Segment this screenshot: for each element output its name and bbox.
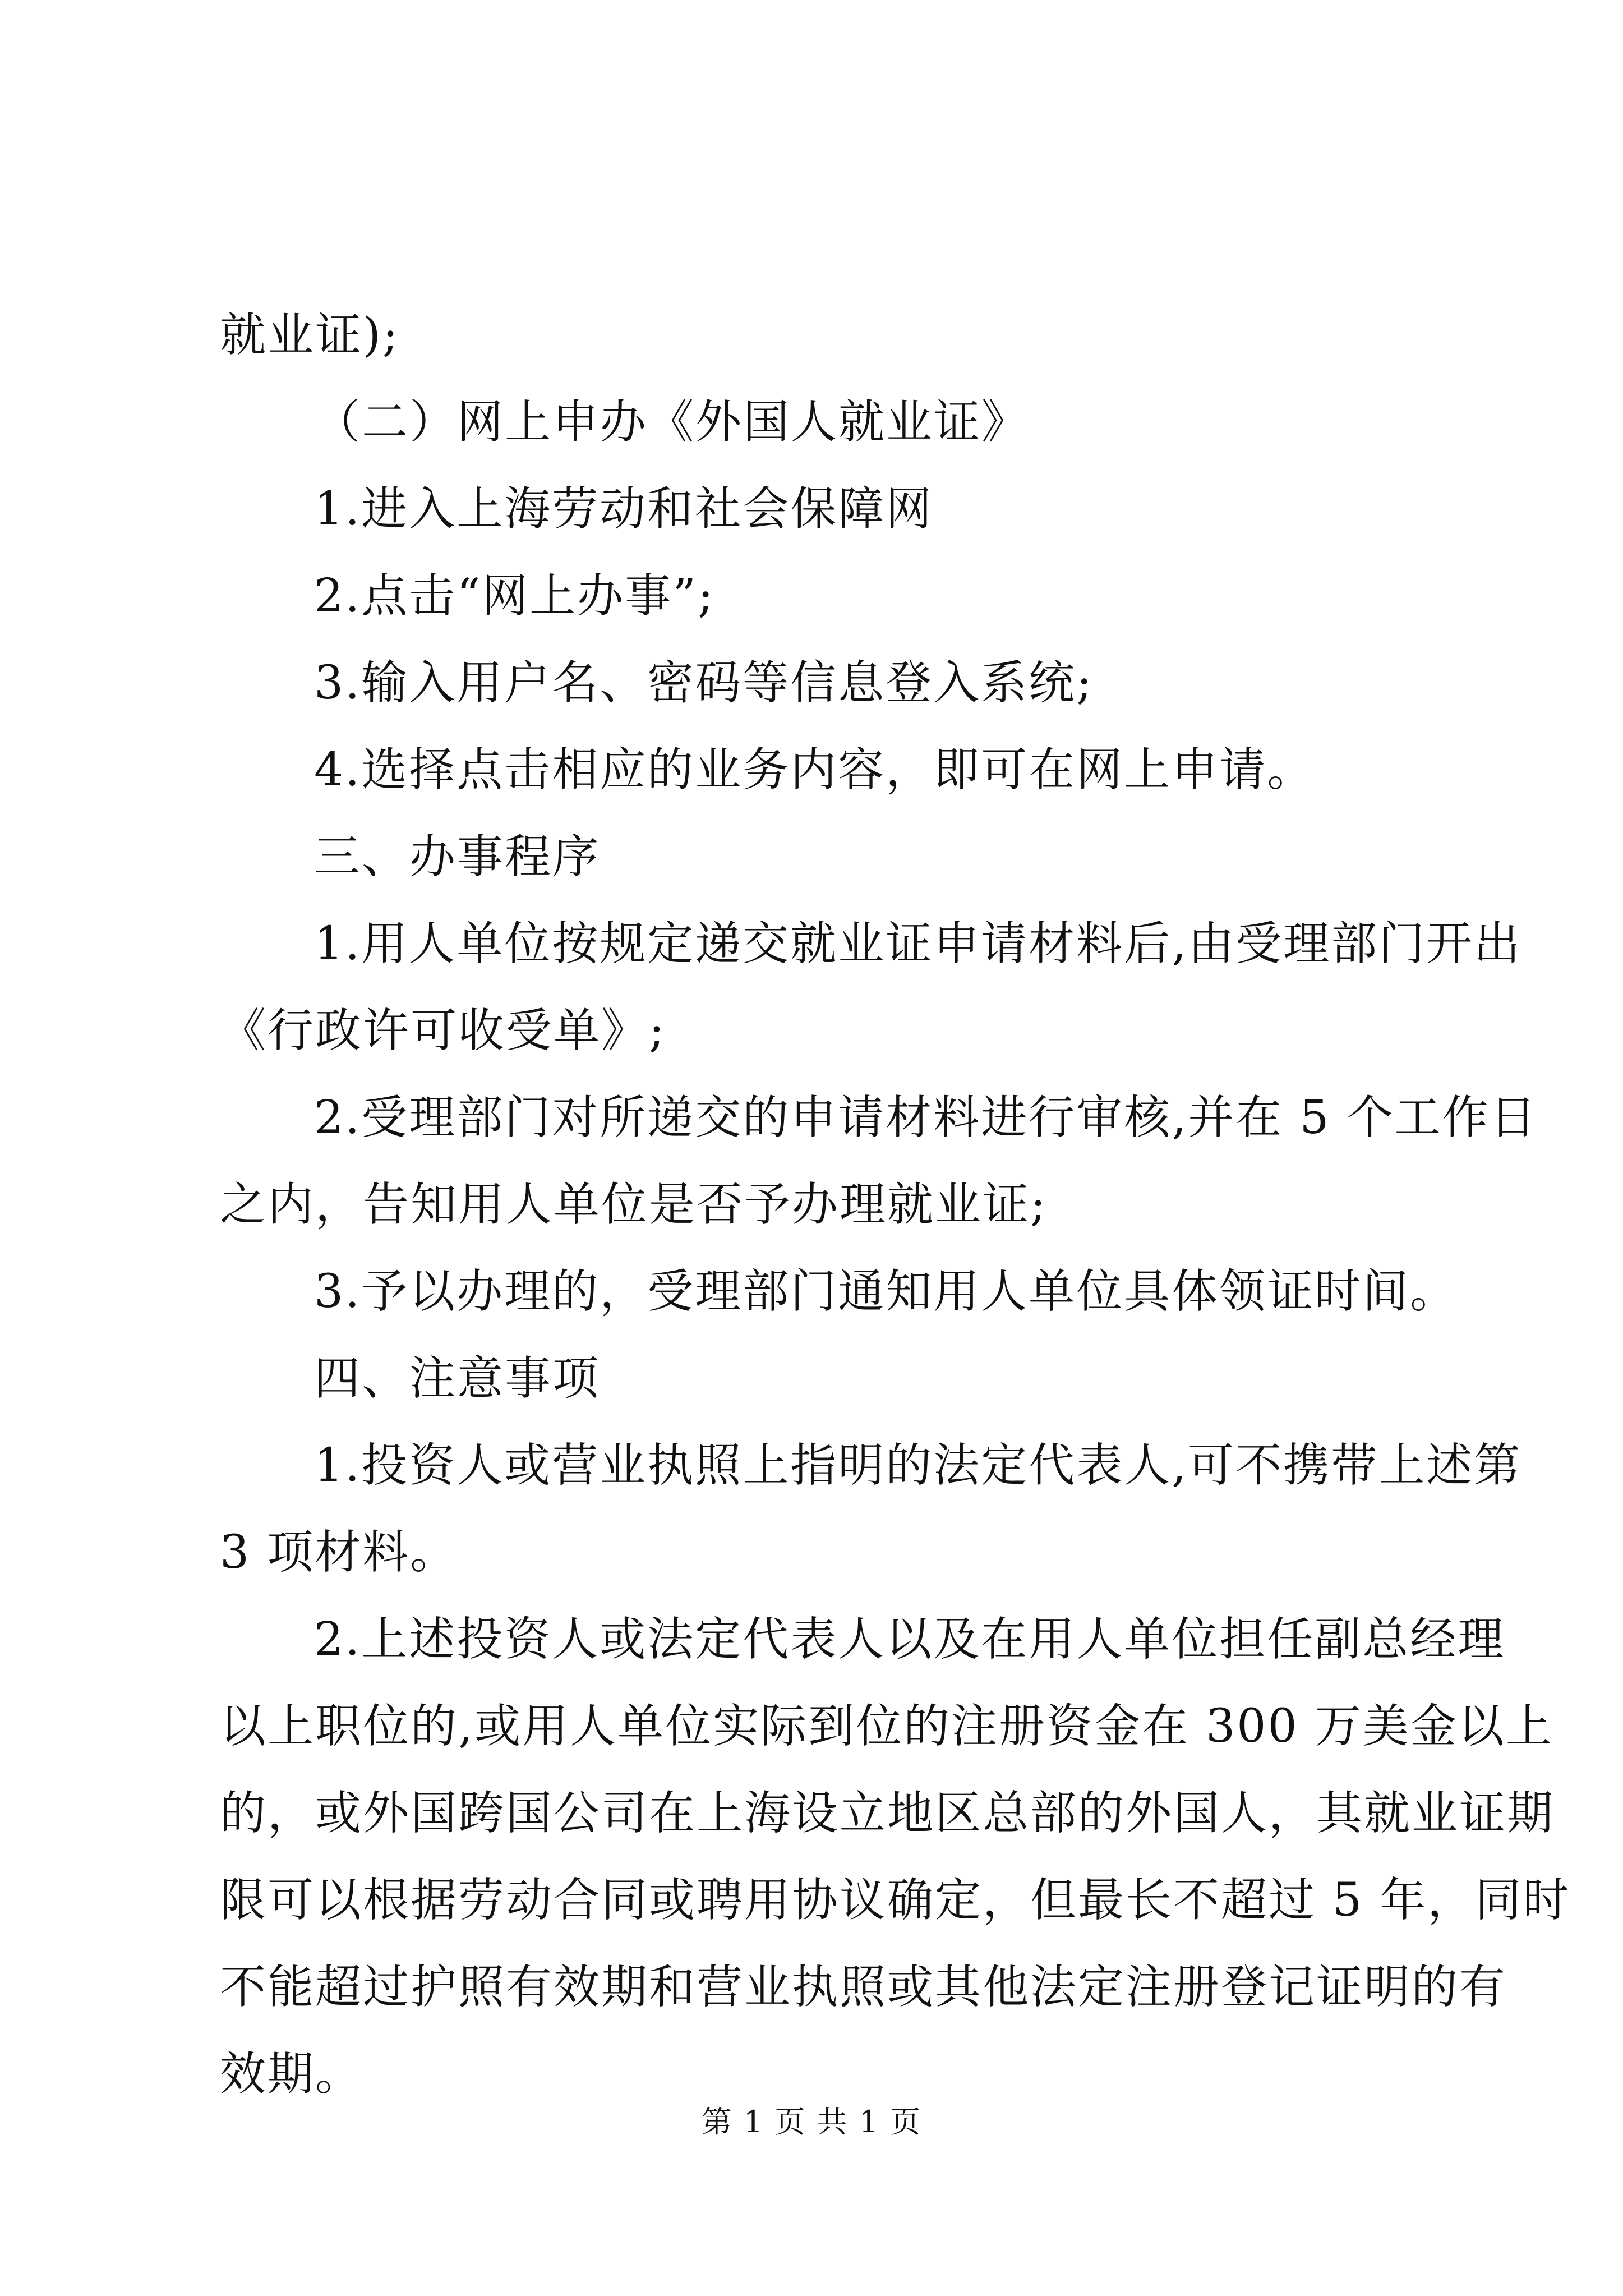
body-line: 4.选择点击相应的业务内容，即可在网上申请。 bbox=[314, 743, 1315, 797]
section-heading: 四、注意事项 bbox=[314, 1352, 601, 1405]
body-line: 3.输入用户名、密码等信息登入系统; bbox=[314, 656, 1094, 710]
body-line: 2.点击“网上办事”; bbox=[314, 569, 715, 623]
body-line: 3 项材料。 bbox=[220, 1526, 458, 1579]
body-line: 2.受理部门对所递交的申请材料进行审核,并在 5 个工作日 bbox=[314, 1091, 1538, 1144]
body-line: 限可以根据劳动合同或聘用协议确定，但最长不超过 5 年，同时 bbox=[220, 1874, 1571, 1927]
body-line: 3.予以办理的，受理部门通知用人单位具体领证时间。 bbox=[314, 1265, 1458, 1318]
section-heading: （二）网上申办《外国人就业证》 bbox=[314, 395, 1030, 449]
body-line: 2.上述投资人或法定代表人以及在用人单位担任副总经理 bbox=[314, 1613, 1506, 1666]
section-heading: 三、办事程序 bbox=[314, 830, 601, 884]
body-line: 《行政许可收受单》; bbox=[220, 1004, 666, 1057]
body-line: 效期。 bbox=[220, 2047, 363, 2101]
body-line: 就业证); bbox=[220, 309, 400, 362]
body-line: 以上职位的,或用人单位实际到位的注册资金在 300 万美金以上 bbox=[220, 1700, 1553, 1753]
page-number-footer: 第 1 页 共 1 页 bbox=[701, 2104, 922, 2139]
document-body bbox=[220, 292, 1571, 2118]
body-line: 不能超过护照有效期和营业执照或其他法定注册登记证明的有 bbox=[220, 1961, 1507, 2014]
body-line: 1.用人单位按规定递交就业证申请材料后,由受理部门开出 bbox=[314, 917, 1522, 970]
body-line: 之内，告知用人单位是否予办理就业证; bbox=[220, 1178, 1048, 1231]
body-line: 1.投资人或营业执照上指明的法定代表人,可不携带上述第 bbox=[314, 1439, 1522, 1492]
body-line: 1.进入上海劳动和社会保障网 bbox=[314, 482, 934, 536]
body-line: 的，或外国跨国公司在上海设立地区总部的外国人，其就业证期 bbox=[220, 1787, 1555, 1840]
